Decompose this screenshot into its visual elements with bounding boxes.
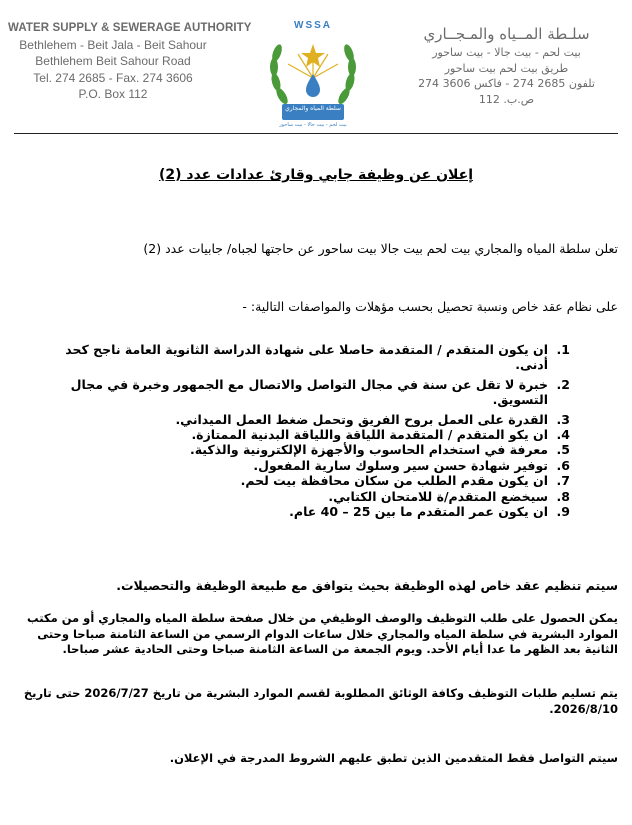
road-en: Bethlehem Beit Sahour Road	[35, 54, 191, 68]
wssa-logo	[258, 16, 368, 132]
cities-ar: بيت لحم - بيت جالا - بيت ساحور	[432, 46, 581, 59]
header-english	[8, 20, 252, 103]
contract-note: سيتم تنظيم عقد خاص لهذه الوظيفة بحيث يتوافق مع طبيعة الوظيفة والتحصيلات.	[116, 578, 618, 593]
logo-name-ar: سلطة المياه والمجاري	[285, 105, 341, 112]
header-divider	[14, 133, 618, 134]
requirement-item: 2. خبرة لا تقل عن سنة في مجال التواصل والاتصال مع الجمهور وخبرة في مجال التسويق.	[70, 376, 570, 408]
logo-emblem	[258, 16, 368, 132]
closing-note: سيتم التواصل فقط المتقدمين الذين تطبق عليهم الشروط المدرجة في الإعلان.	[169, 751, 618, 765]
phone-en: Tel. 274 2685 - Fax. 274 3606	[33, 70, 193, 85]
logo-cities-ar: بيت لحم - بيت جالا - بيت ساحور	[279, 122, 347, 128]
contract-terms-line: على نظام عقد خاص ونسبة تحصيل بحسب مؤهلات والمواصفات التالية: -	[242, 299, 618, 314]
requirement-item: 8. سيخضع المتقدم/ة للامتحان الكتابي.	[328, 488, 570, 504]
announcement-title: إعلان عن وظيفة جابي وقارئ عدادات عدد (2)	[158, 167, 474, 183]
requirement-item: 4. ان يكو المتقدم / المتقدمة اللياقة واللياقة البدنية الممتازة.	[191, 427, 570, 443]
requirements-list	[60, 342, 570, 519]
requirement-item: 1. ان يكون المتقدم / المتقدمة حاصلا على شهادة الدراسة الثانوية العامة ناجح كحد أدنى.	[65, 342, 570, 373]
logo-acronym: WSSA	[294, 20, 332, 31]
requirement-item: 7. ان يكون مقدم الطلب من سكان محافظة بيت لحم.	[240, 473, 570, 489]
cities-en: Bethlehem - Beit Jala - Beit Sahour	[19, 37, 207, 52]
org-name-ar: سلـطة المــياه والمـجــاري	[423, 25, 590, 43]
pobox-ar: ص.ب. 112	[478, 92, 535, 106]
requirement-item: 9. ان يكون عمر المتقدم ما بين 25 – 40 عام.	[289, 504, 570, 520]
pobox-en: P.O. Box 112	[78, 87, 148, 101]
requirement-item: 6. توفير شهادة حسن سير وسلوك سارية المفعول.	[253, 457, 570, 473]
requirement-item: 3. القدرة على العمل بروح الفريق وتحمل ضغط العمل الميداني.	[175, 411, 570, 427]
intro-paragraph: تعلن سلطة المياه والمجاري بيت لحم بيت جالا بيت ساحور عن حاجتها لجباه/ جابيات عدد (2)	[143, 241, 618, 256]
phone-ar: تلفون 2685 274 - فاكس 3606 274	[418, 77, 595, 90]
header-arabic	[399, 24, 614, 107]
road-ar: طريق بيت لحم بيت ساحور	[444, 61, 569, 75]
application-info: يمكن الحصول على طلب التوظيف والوصف الوظيفي من خلال صفحة سلطة المياه والمجاري أو من مكتب الموارد البشرية في سلطة المياه والمجاري خلال ساعات الدوام الرسمي من الساعة الثامنة صباحا وحتى الثانية بعد الظهر ما عدا أيام الأحد. ويوم الجمعة من الساعة الثامنة صباحا وحتى الحادية عشر صباحا.	[27, 611, 618, 656]
requirement-item: 5. معرفة في استخدام الحاسوب والأجهزة الإلكترونية والذكية.	[189, 442, 570, 458]
org-name-en: WATER SUPPLY & SEWERAGE AUTHORITY	[8, 22, 252, 34]
submission-deadline: يتم تسليم طلبات التوظيف وكافة الوثائق المطلوبة لقسم الموارد البشرية من تاريخ 2026/7/27 حتى تاريخ 2026/8/10.	[23, 686, 618, 716]
